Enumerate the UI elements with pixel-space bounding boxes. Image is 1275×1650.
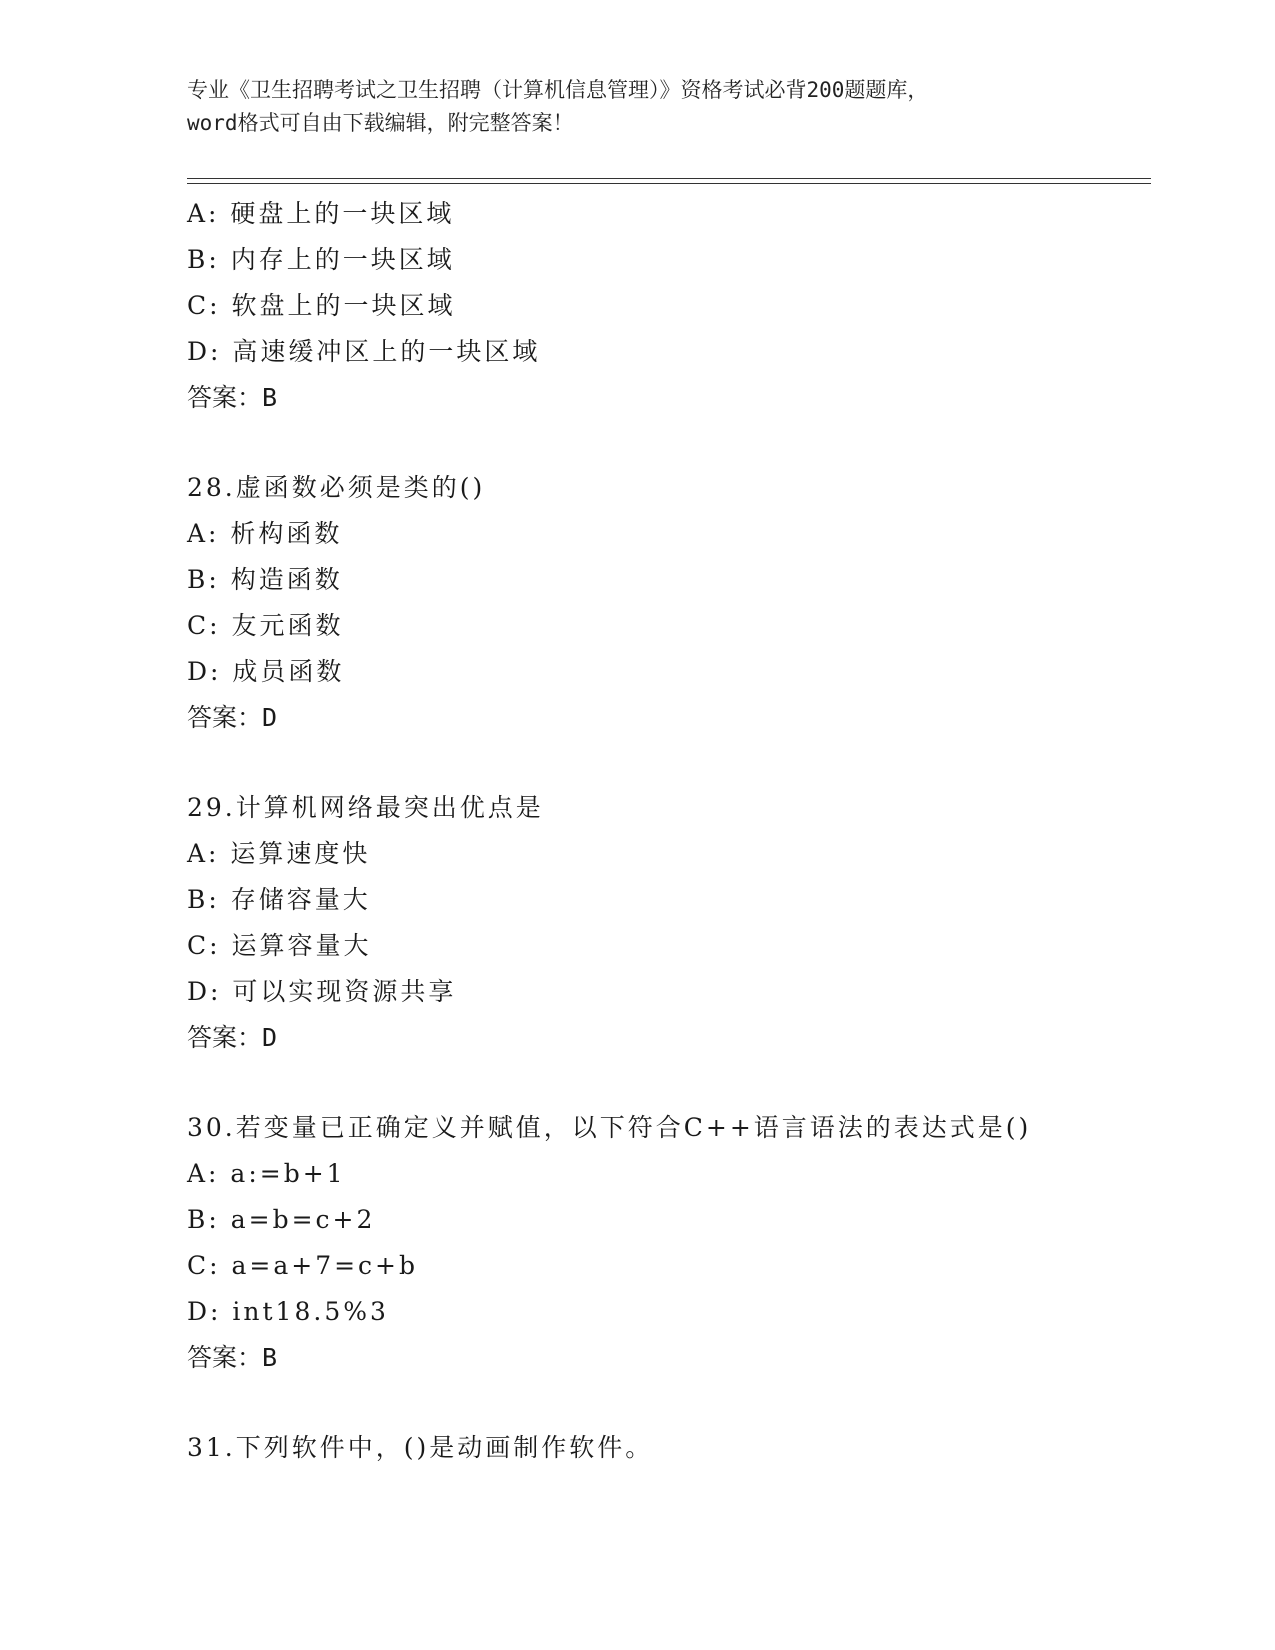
question-text: 30.若变量已正确定义并赋值，以下符合C++语言语法的表达式是() xyxy=(187,1113,1032,1142)
header-line-2: word格式可自由下载编辑，附完整答案！ xyxy=(187,111,574,135)
option-d: D: int18.5%3 xyxy=(187,1297,389,1326)
option-d: D: 成员函数 xyxy=(187,657,345,686)
question-30 xyxy=(187,1105,1147,1381)
header-rule-top xyxy=(187,178,1151,179)
question-29 xyxy=(187,785,1147,1061)
document-header xyxy=(187,74,1117,140)
answer: 答案：D xyxy=(187,1023,278,1052)
option-d: D: 可以实现资源共享 xyxy=(187,977,457,1006)
answer: 答案：D xyxy=(187,703,278,732)
option-a: A: a:=b+1 xyxy=(187,1159,346,1188)
option-a: A: 析构函数 xyxy=(187,519,343,548)
question-text: 31.下列软件中，()是动画制作软件。 xyxy=(187,1433,654,1462)
option-b: B: a=b=c+2 xyxy=(187,1205,376,1234)
option-c: C: 软盘上的一块区域 xyxy=(187,291,456,320)
header-rule-bottom xyxy=(187,183,1151,184)
option-b: B: 存储容量大 xyxy=(187,885,371,914)
question-text: 29.计算机网络最突出优点是 xyxy=(187,793,544,822)
option-a: A: 硬盘上的一块区域 xyxy=(187,199,455,228)
option-c: C: a=a+7=c+b xyxy=(187,1251,419,1280)
option-a: A: 运算速度快 xyxy=(187,839,371,868)
question-27 xyxy=(187,191,1147,421)
option-c: C: 运算容量大 xyxy=(187,931,372,960)
option-b: B: 构造函数 xyxy=(187,565,343,594)
header-line-1: 专业《卫生招聘考试之卫生招聘（计算机信息管理）》资格考试必背200题题库， xyxy=(187,78,929,102)
option-b: B: 内存上的一块区域 xyxy=(187,245,455,274)
question-text: 28.虚函数必须是类的() xyxy=(187,473,486,502)
answer: 答案：B xyxy=(187,1343,278,1372)
question-28 xyxy=(187,465,1147,741)
question-31 xyxy=(187,1425,1147,1471)
option-c: C: 友元函数 xyxy=(187,611,344,640)
answer: 答案：B xyxy=(187,383,278,412)
question-list xyxy=(187,191,1147,1471)
option-d: D: 高速缓冲区上的一块区域 xyxy=(187,337,541,366)
